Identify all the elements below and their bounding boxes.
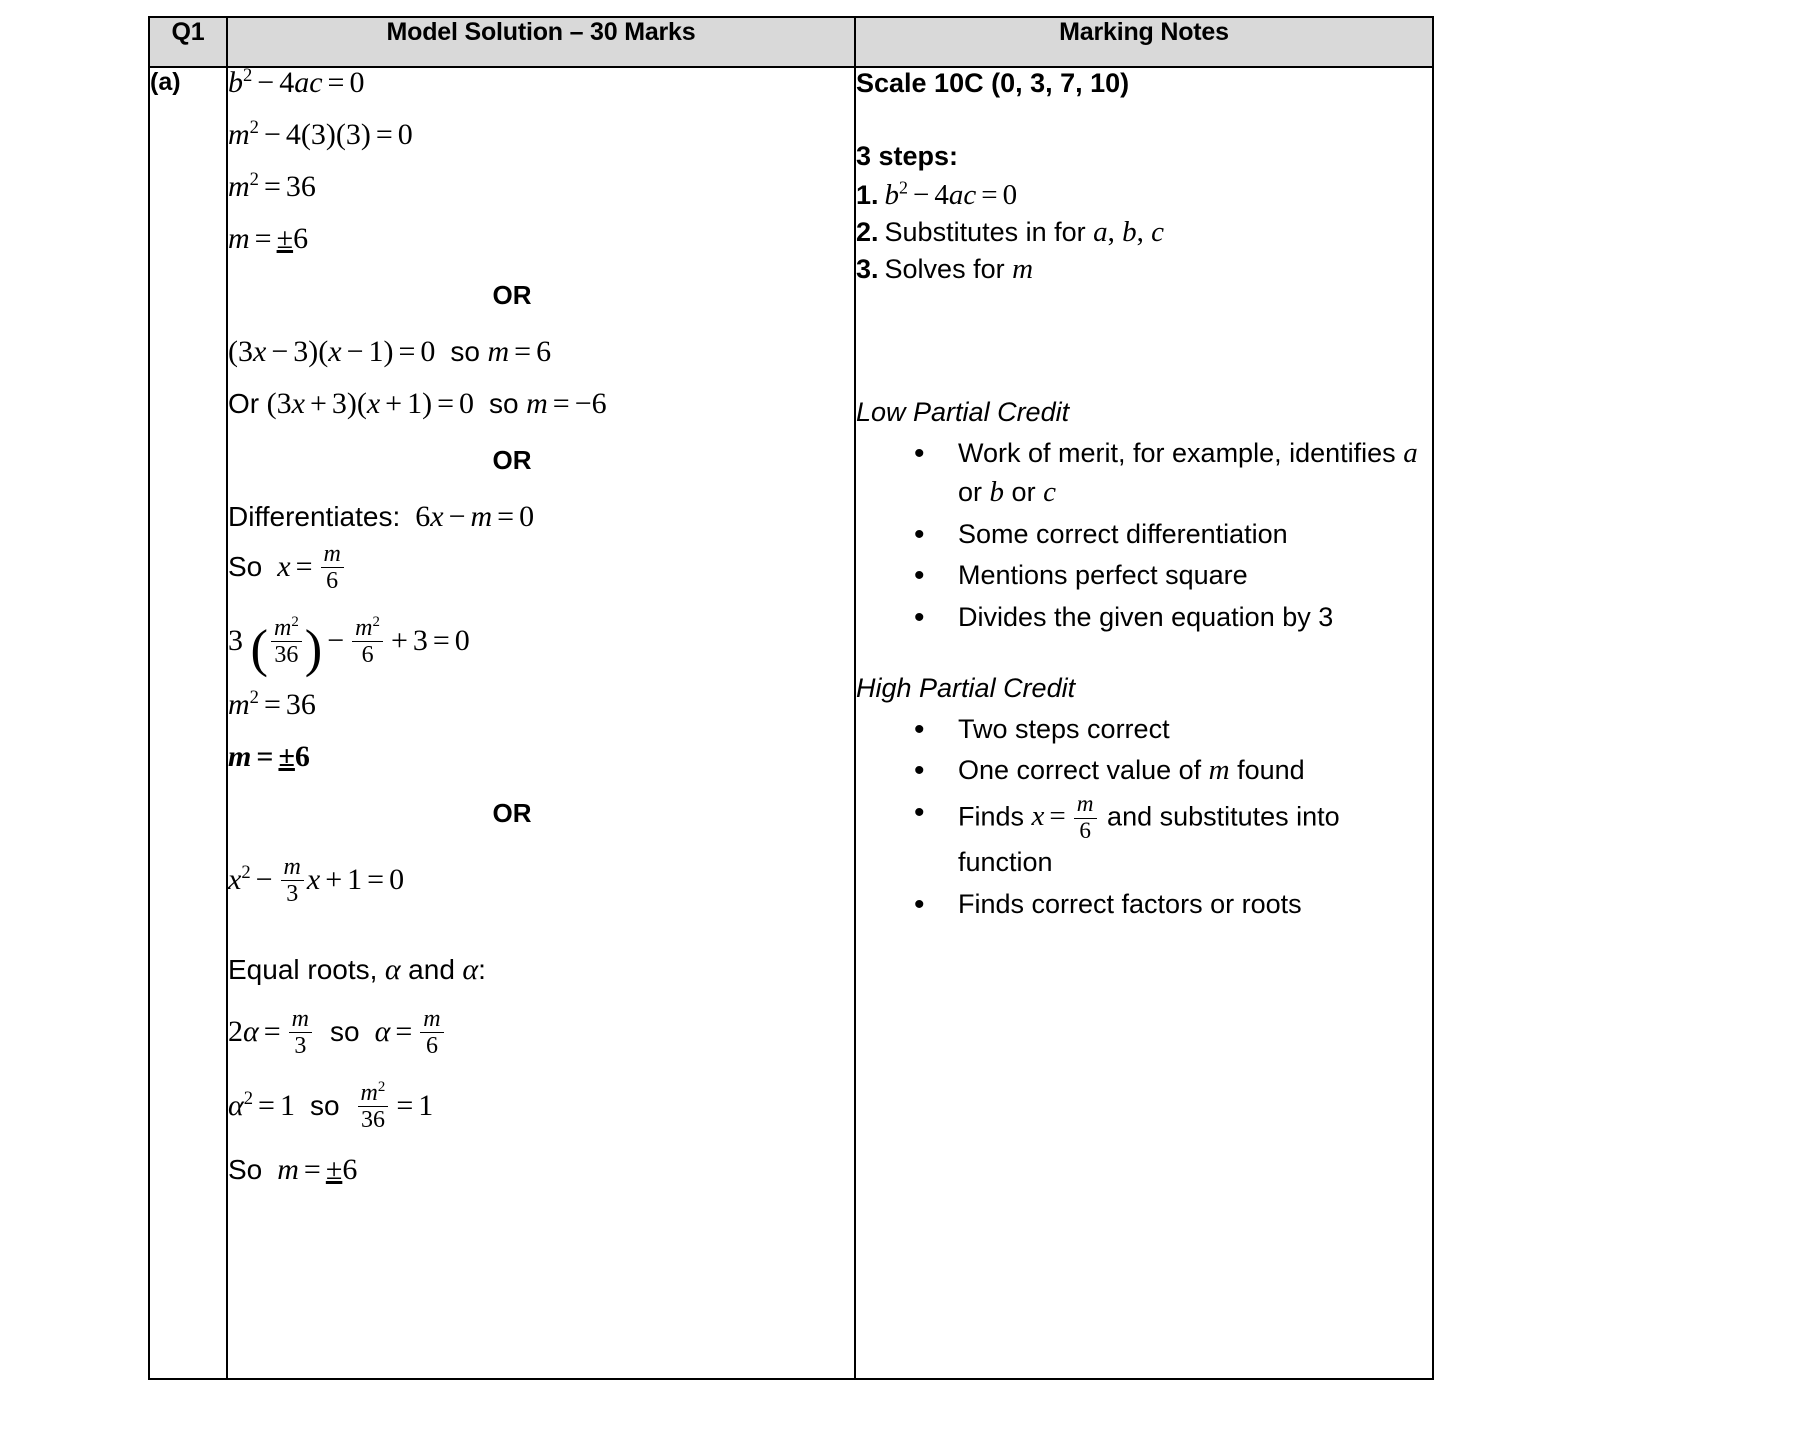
table-body-row [149,67,1433,1379]
low-bullet-4-text: Divides the given equation by 3 [958,601,1334,632]
step-item-2: 2. Substitutes in for a, b, c [856,216,1165,248]
list-item [914,710,1432,749]
list-item: • Work of merit, for example, identifies a or b or c [914,434,1432,513]
high-bullet-3-function: function [958,847,1053,878]
solution-equal-roots-label: Equal roots, α and α: [228,952,486,986]
marking-scheme-table [148,16,1434,1380]
high-bullet-4-text: Finds correct factors or roots [958,888,1302,919]
model-solution-cell [227,67,855,1379]
or-divider-3: OR [492,797,532,828]
high-bullet-2-text: One correct value of [958,755,1202,786]
part-label: (a) [150,68,181,96]
solution-equation-substituted: $m^2 - 4(3)(3) = 0$ [228,117,413,151]
low-bullet-1-or-1: or [958,477,983,508]
list-item: • Finds x = $\frac{m}{6}$ and substitutes into function [914,793,1432,883]
high-bullet-2-found: found [1237,755,1305,786]
high-bullet-3-continued: and substitutes into [1107,801,1340,832]
solution-substituted-fraction-equation: 3 ( $\frac{m^2}{36}$ ) − $\frac{m^2}{6}$ + 3 = 0 [228,613,470,678]
marking-notes-cell [855,67,1433,1379]
high-bullet-1-text: Two steps correct [958,714,1170,745]
marking-scale: Scale 10C (0, 3, 7, 10) [856,68,1130,98]
high-bullet-3-text: Finds [958,801,1025,832]
header-marking-notes: Marking Notes [855,17,1433,67]
solution-final-m-value: So m = ±6 [228,1152,358,1186]
solution-equation-discriminant: $b^2 - 4ac = 0$ [228,65,365,99]
solution-divided-equation: $x^2$ − $\frac{m}{3}$ x + 1 = 0 [228,853,405,908]
step-number-1: 1. [856,180,879,210]
high-partial-credit-list [856,710,1432,924]
solution-factors-negative: Or (3x + 3)(x + 1) = 0 so m = −6 [228,387,607,420]
step-number-3: 3. [856,254,879,284]
low-bullet-3-text: Mentions perfect square [958,560,1248,591]
step-number-2: 2. [856,217,879,247]
list-item [914,885,1432,924]
step-text-2: Substitutes in for [884,217,1086,247]
step-item-1: 1. $b^2 - 4ac = 0$ [856,177,1018,211]
solution-m-value-bold: m = ±6 [228,739,310,773]
high-partial-credit-heading: High Partial Credit [856,673,1076,704]
solution-equation-m-value: m = ±6 [228,222,309,255]
low-bullet-1-text: Work of merit, for example, [958,438,1282,468]
header-question-number: Q1 [149,17,227,67]
step-item-3: 3. Solves for m [856,253,1034,285]
low-partial-credit-list [856,434,1432,637]
table-header-row [149,17,1433,67]
steps-heading: 3 steps: [856,141,959,171]
list-item: • One correct value of m found [914,751,1432,790]
or-divider-2: OR [492,445,532,475]
low-bullet-1-or-2: or [1011,477,1036,508]
solution-two-alpha: 2α = $\frac{m}{3}$ so α = $\frac{m}{6}$ [228,1007,854,1059]
solution-equation-m-squared: $m^2 = 36$ [228,169,316,203]
solution-m-squared-2: $m^2 = 36$ [228,686,316,721]
solution-factors-positive: (3x − 3)(x − 1) = 0 so m = 6 [228,335,552,368]
solution-x-equals-m-over-6: So x = $\frac{m}{6}$ [228,542,854,594]
low-bullet-2-text: Some correct differentiation [958,518,1288,549]
solution-alpha-squared: $\alpha^2 = 1$ so $\frac{m^2}{36}$ = 1 [228,1078,434,1134]
or-divider-1: OR [492,280,532,310]
low-bullet-1-continued: identifies [1289,438,1396,468]
list-item [914,598,1432,637]
step-text-3: Solves for [884,254,1005,284]
solution-differentiates: Differentiates: 6x − m = 0 [228,500,535,533]
list-item [914,556,1432,595]
header-model-solution: Model Solution – 30 Marks [227,17,855,67]
part-label-cell [149,67,227,1379]
list-item [914,515,1432,554]
low-partial-credit-heading: Low Partial Credit [856,397,1070,427]
